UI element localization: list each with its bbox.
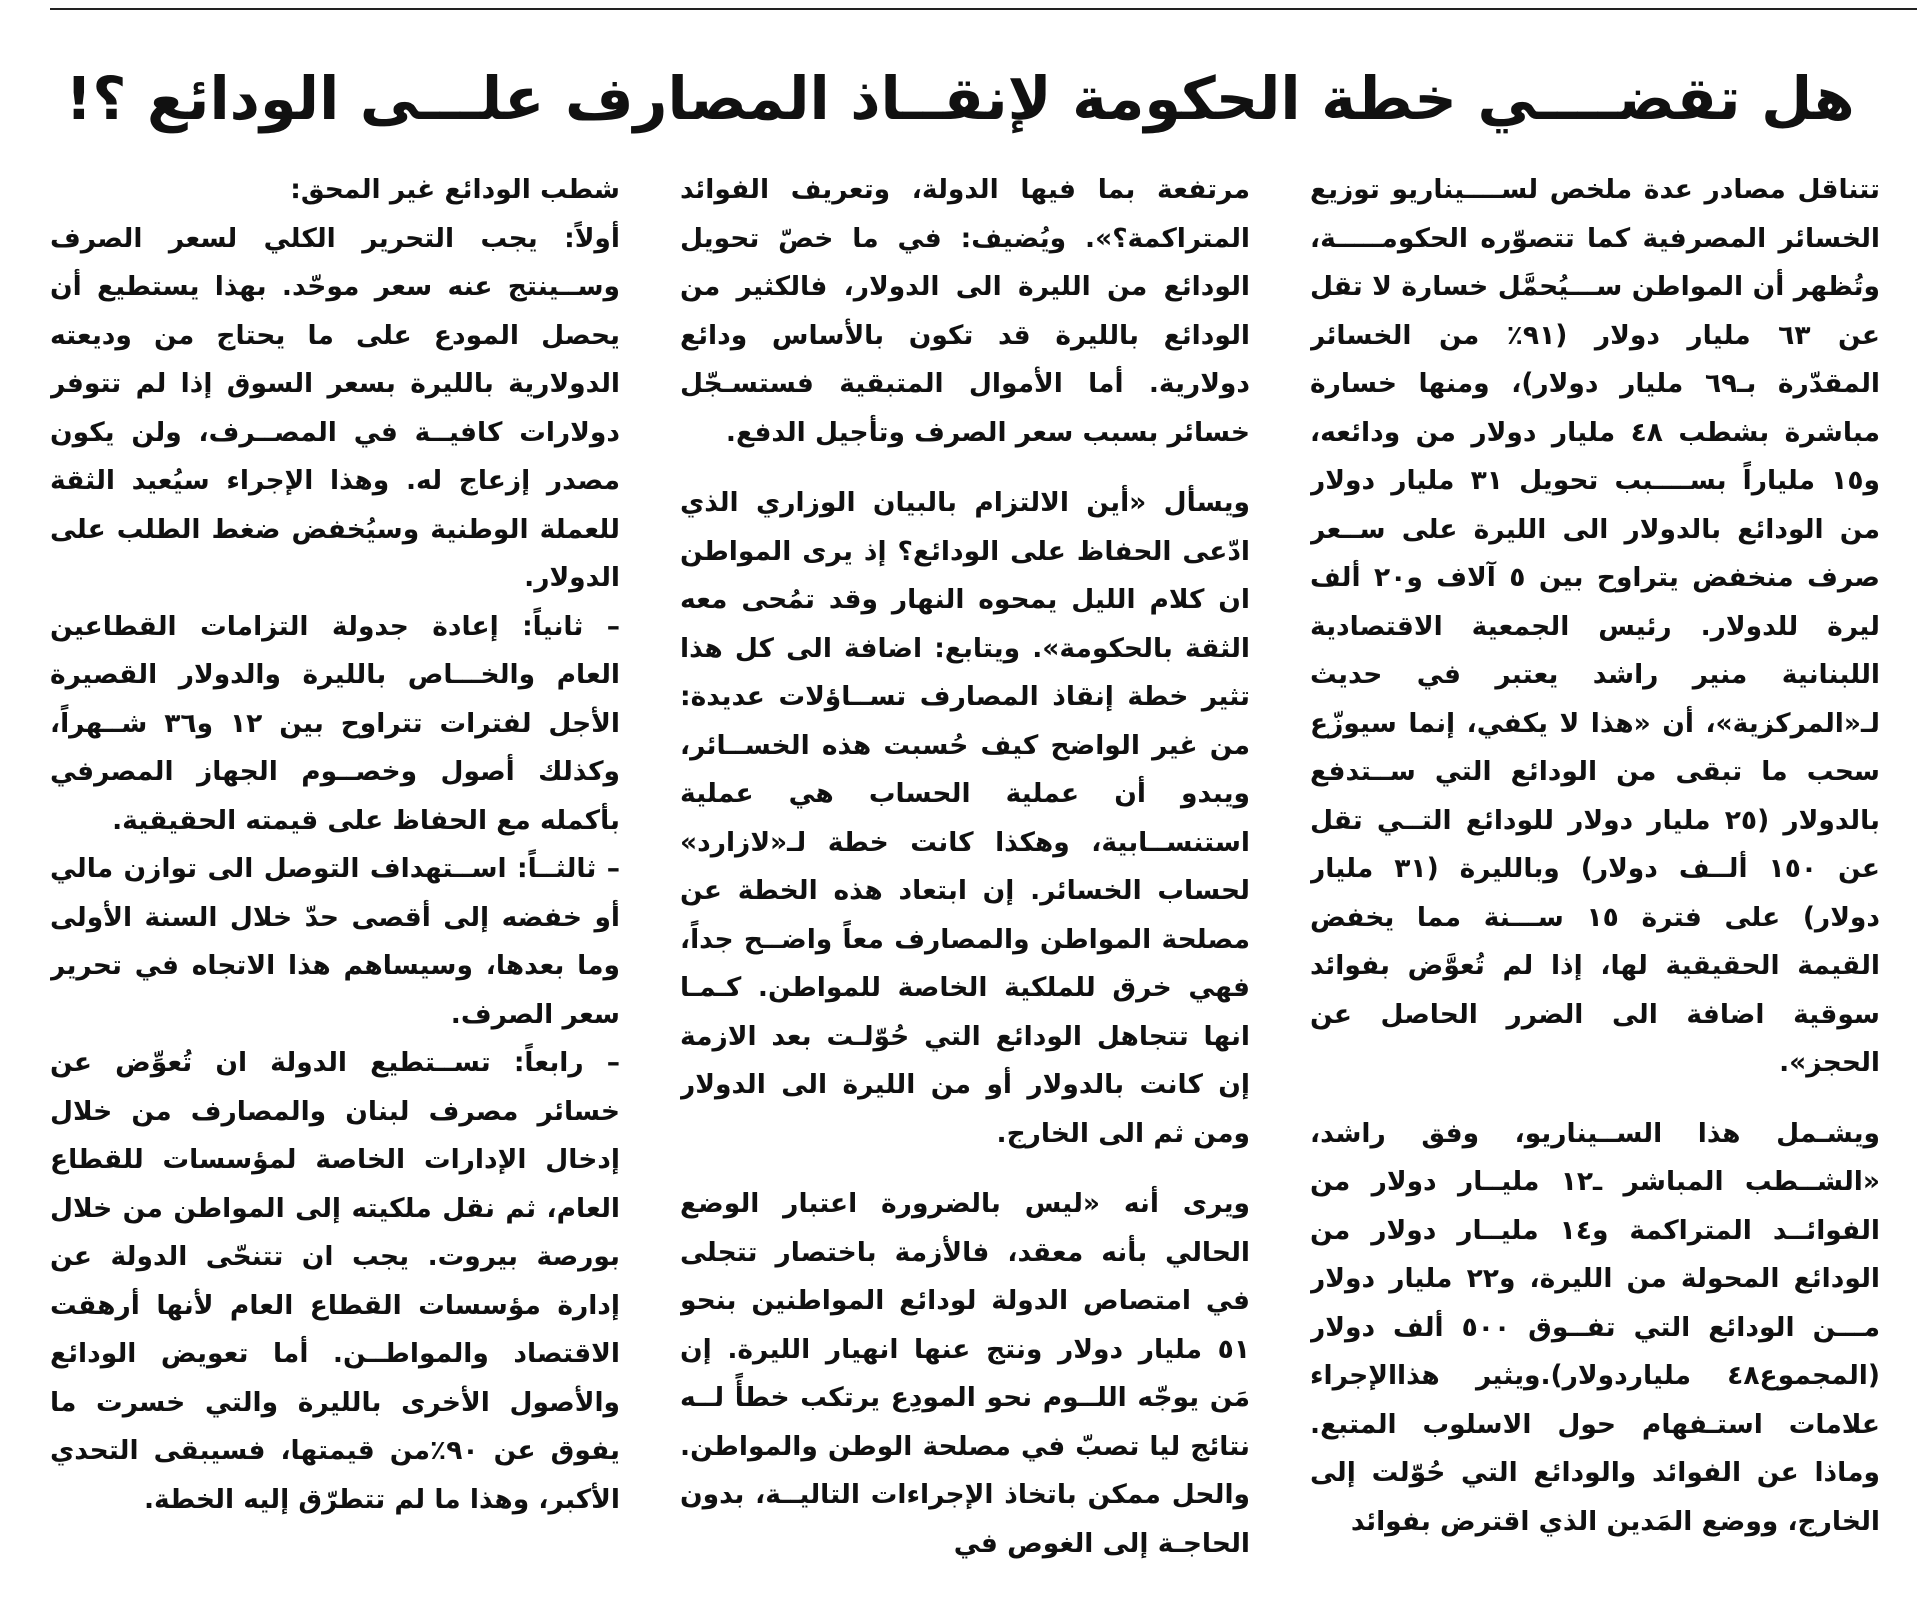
article-column-middle	[680, 166, 1250, 1596]
paragraph: ويسأل «أين الالتزام بالبيان الوزاري الذي ادّعى الحفاظ على الودائع؟ إذ يرى المواطن ان كلام الليل يمحوه النهار وقد تمُحى معه الثقة بالحكومة». ويتابع: اضافة الى كل هذا تثير خطة إنقاذ المصارف تســاؤلات عديدة: من غير الواضح كيف حُسبت هذه الخســائر، ويبدو أن عملية الحساب هي عملية استنســابية، وهكذا كانت خطة لـ«لازارد» لحساب الخسائر. إن ابتعاد هذه الخطة عن مصلحة المواطن والمصارف معاً واضــح جداً، فهي خرق للملكية الخاصة للمواطن. كـمـا انها تتجاهل الودائع التي حُوّلـت بعد الازمة إن كانت بالدولار أو من الليرة الى الدولار ومن ثم الى الخارج.	[680, 487, 1250, 1149]
article-column-right	[1310, 166, 1880, 1596]
paragraph: ويشـمل هذا الســيناريو، وفق راشد، «الشــطب المباشر ـ١٢ مليــار دولار من الفوائــد المتراكمة و١٤ مليــار دولار من الودائع المحولة من الليرة، و٢٢ مليار دولار مـــن الودائع التي تفــوق ٥٠٠ ألف دولار (المجموع٤٨ ملياردولار).ويثير هذاالإجراء علامات استـفهام حول الاسلوب المتبع. وماذا عن الفوائد والودائع التي حُوّلت إلى الخارج، ووضع المَدين الذي اقترض بفوائد	[1310, 1117, 1880, 1537]
section-heading: شطب الودائع غير المحق:	[290, 174, 620, 205]
paragraph: – رابعاً: تســتطيع الدولة ان تُعوِّض عن خسائر مصرف لبنان والمصارف من خلال إدخال الإدارات الخاصة لمؤسسات للقطاع العام، ثم نقل ملكيته إلى المواطن من خلال بورصة بيروت. يجب ان تتنحّى الدولة عن إدارة مؤسسات القطاع العام لأنها أرهقت الاقتصاد والمواطــن. أما تعويض الودائع والأصول الأخرى بالليرة والتي خسرت ما يفوق عن ٩٠٪من قيمتها، فسيبقى التحدي الأكبر، وهذا ما لم تتطرّق إليه الخطة.	[50, 1047, 620, 1515]
paragraph: – ثالثــاً: اســتهداف التوصل الى توازن مالي أو خفضه إلى أقصى حدّ خلال السنة الأولى وما بعدها، وسيساهم هذا الاتجاه في تحرير سعر الصرف.	[50, 853, 620, 1030]
top-rule	[50, 8, 1917, 10]
article-column-left	[50, 166, 620, 1596]
paragraph: مرتفعة بما فيها الدولة، وتعريف الفوائد المتراكمة؟». ويُضيف: في ما خصّ تحويل الودائع من الليرة الى الدولار، فالكثير من الودائع بالليرة قد تكون بالأساس ودائع دولارية. أما الأموال المتبقية فستسـجّل خسائر بسبب سعر الصرف وتأجيل الدفع.	[680, 174, 1250, 448]
paragraph: ويرى أنه «ليس بالضرورة اعتبار الوضع الحالي بأنه معقد، فالأزمة باختصار تتجلى في امتصاص الدولة لودائع المواطنين بنحو ٥١ مليار دولار ونتج عنها انهيار الليرة. إن مَن يوجّه اللــوم نحو المودِع يرتكب خطأً لــه نتائج ليا تصبّ في مصلحة الوطن والمواطن. والحل ممكن باتخاذ الإجراءات التاليــة، بدون الحاجـة إلى الغوص في	[680, 1188, 1250, 1559]
headline: هل تقضــــي خطة الحكومة لإنقــاذ المصارف علـــى الودائع ؟!	[65, 64, 1855, 133]
paragraph: تتناقل مصادر عدة ملخص لســــيناريو توزيع الخسائر المصرفية كما تتصوّره الحكومـــــة، وتُظهر أن المواطن ســـيُحمَّل خسارة لا تقل عن ٦٣ مليار دولار (٩١٪ من الخسائر المقدّرة بـ٦٩ مليار دولار)، ومنها خسارة مباشرة بشطب ٤٨ مليار دولار من ودائعه، و١٥ ملياراً بســــبب تحويل ٣١ مليار دولار من الودائع بالدولار الى الليرة على ســعر صرف منخفض يتراوح بين ٥ آلاف و٢٠ ألف ليرة للدولار. رئيس الجمعية الاقتصادية اللبنانية منير راشد يعتبر في حديث لـ«المركزية»، أن «هذا لا يكفي، إنما سيوزّع سحب ما تبقى من الودائع التي ســتدفع بالدولار (٢٥ مليار دولار للودائع التــي تقل عن ١٥٠ ألــف دولار) وبالليرة (٣١ مليار دولار) على فترة ١٥ ســـنة مما يخفض القيمة الحقيقية لها، إذا لم تُعوَّض بفوائد سوقية اضافة الى الضرر الحاصل عن الحجز».	[1310, 174, 1880, 1078]
paragraph: أولاً: يجب التحرير الكلي لسعر الصرف وســينتج عنه سعر موحّد. بهذا يستطيع أن يحصل المودع على ما يحتاج من وديعته الدولارية بالليرة بسعر السوق إذا لم تتوفر دولارات كافيــة في المصــرف، ولن يكون مصدر إزعاج له. وهذا الإجراء سيُعيد الثقة للعملة الوطنية وسيُخفض ضغط الطلب على الدولار.	[50, 222, 620, 593]
paragraph: – ثانياً: إعادة جدولة التزامات القطاعين العام والخـــاص بالليرة والدولار القصيرة الأجل لفترات تتراوح بين ١٢ و٣٦ شــهراً، وكذلك أصول وخصــوم الجهاز المصرفي بأكمله مع الحفاظ على قيمته الحقيقية.	[50, 610, 620, 836]
